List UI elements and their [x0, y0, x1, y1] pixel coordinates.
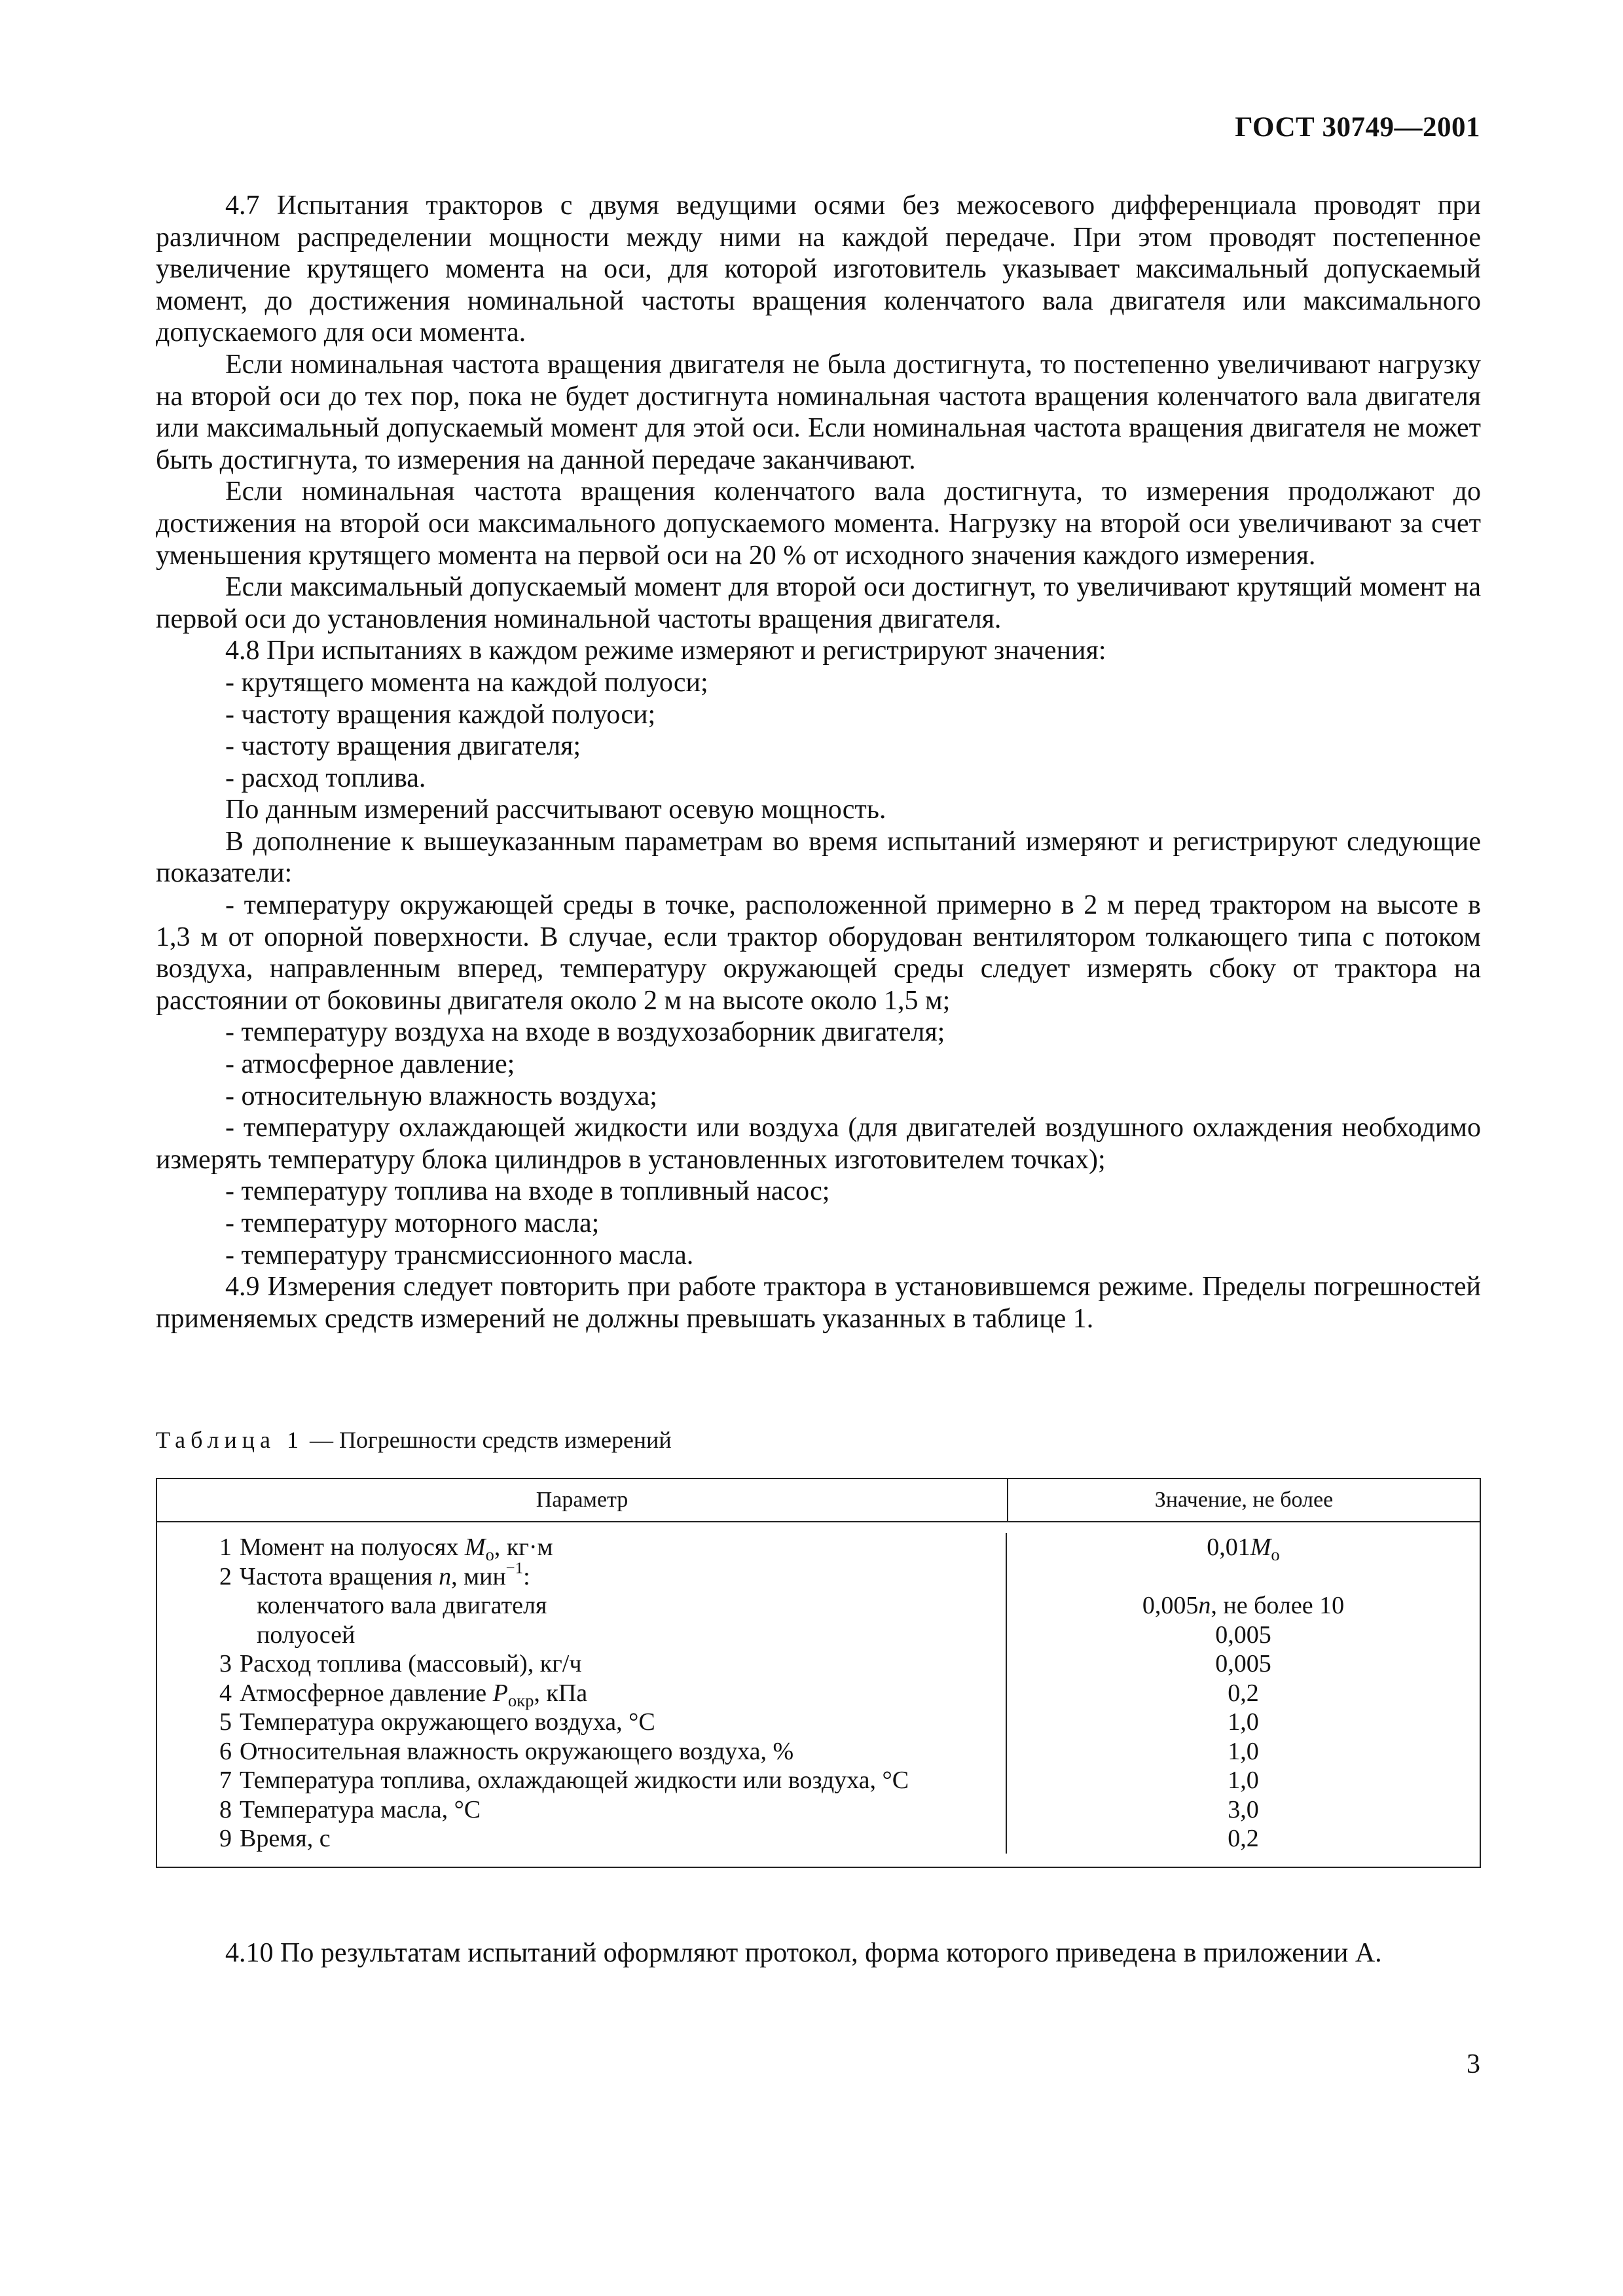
paragraph: Если номинальная частота вращения двигателя не была достигнута, то постепенно увеличивают нагрузку на второй оси до тех пор, пока не будет достигнута номинальная частота вращения коленчатого вала двигателя или максимальный допускаемый момент для этой оси. Если номинальная частота вращения двигателя не может быть достигнута, то измерения на данной передаче заканчивают. — [156, 349, 1481, 475]
list-item: - расход топлива. — [225, 762, 426, 793]
list-item: - крутящего момента на каждой полуоси; — [225, 667, 708, 698]
body-text — [156, 190, 1481, 1335]
table-value-air-temp: 1,0 — [1228, 1708, 1259, 1736]
value: 0,005 — [1142, 1592, 1199, 1619]
paragraph: Если максимальный допускаемый момент для второй оси достигнут, то увеличивают крутящий момент на первой оси до установления номинальной частоты вращения двигателя. — [156, 572, 1481, 634]
table-value-moment — [1007, 1533, 1480, 1562]
row-text: Атмосферное давление — [240, 1679, 493, 1707]
list-item: - относительную влажность воздуха; — [225, 1081, 657, 1111]
list-item: - температуру охлаждающей жидкости или воздуха (для двигателей воздушного охлаждения необходимо измерять температуру блока цилиндров в установленных изготовителем точках); — [156, 1113, 1481, 1175]
table-row-moment — [157, 1533, 1006, 1562]
parameter-column — [157, 1533, 1007, 1854]
list-item: - частоту вращения каждой полуоси; — [225, 699, 656, 730]
row-number: 1 — [219, 1534, 232, 1561]
table-row-humidity — [157, 1737, 1006, 1767]
row-number: 4 — [219, 1679, 232, 1707]
error-limits-table — [156, 1478, 1481, 1868]
row-tail: : — [523, 1562, 530, 1590]
row-text: Частота вращения — [240, 1562, 439, 1590]
column-header-parameter: Параметр — [157, 1479, 1008, 1521]
table-row-fuel — [157, 1649, 1006, 1679]
row-text: Температура окружающего воздуха, °С — [240, 1708, 655, 1736]
table-row-half-axles — [157, 1621, 1006, 1650]
table-row-time — [157, 1824, 1006, 1854]
table-body — [157, 1522, 1480, 1867]
document-code: ГОСТ 30749—2001 — [1235, 112, 1480, 143]
row-text: коленчатого вала двигателя — [257, 1592, 547, 1619]
table-caption — [156, 1426, 672, 1454]
table-value-humidity: 1,0 — [1228, 1737, 1259, 1765]
table-header — [157, 1479, 1480, 1522]
symbol: P — [492, 1679, 508, 1707]
table-value-half-axles: 0,005 — [1215, 1621, 1271, 1649]
row-text: Температура масла, °С — [240, 1795, 481, 1823]
row-number: 7 — [219, 1767, 232, 1794]
table-row-oil-temp — [157, 1795, 1006, 1825]
table-row-crankshaft — [157, 1591, 1006, 1621]
paragraph-4-9: 4.9 Измерения следует повторить при работе трактора в установившемся режиме. Пределы погрешностей применяемых средств измерений не должны превышать указанных в таблице 1. — [156, 1272, 1481, 1334]
row-number: 5 — [219, 1708, 232, 1736]
row-text: полуосей — [257, 1621, 356, 1649]
paragraph: Если номинальная частота вращения коленчатого вала достигнута, то измерения продолжают до достижения на второй оси максимального допускаемого момента. Нагрузку на второй оси увеличивают за счет уменьшения крутящего момента на первой оси на 20 % от исходного значения каждого измерения. — [156, 476, 1481, 571]
unit: , кг·м — [494, 1534, 553, 1561]
table-value-empty — [1007, 1562, 1480, 1592]
list-item: - температуру топлива на входе в топливный насос; — [225, 1176, 830, 1207]
list-item: - атмосферное давление; — [225, 1049, 515, 1080]
value-tail: , не более 10 — [1211, 1592, 1345, 1619]
paragraph: По данным измерений рассчитывают осевую мощность. — [225, 795, 886, 825]
list-item: - температуру трансмиссионного масла. — [225, 1240, 694, 1270]
unit: , кПа — [534, 1679, 588, 1707]
table-caption-label: Таблица 1 — [156, 1427, 304, 1453]
table-row-fluid-temp — [157, 1766, 1006, 1795]
list-item: - температуру воздуха на входе в воздухозаборник двигателя; — [225, 1017, 945, 1048]
list-item: - температуру окружающей среды в точке, расположенной примерно в 2 м перед трактором на высоте в 1,3 м от опорной поверхности. В случае, если трактор оборудован вентилятором толкающего типа с потоком воздуха, направленным вперед, температуру окружающей среды следует измерять сбоку от трактора на расстоянии от боковины двигателя около 2 м на высоте около 1,5 м; — [156, 890, 1481, 1016]
list-item: - частоту вращения двигателя; — [225, 731, 581, 762]
symbol: n — [439, 1562, 452, 1590]
row-text: Момент на полуосях — [240, 1534, 465, 1561]
subscript: о — [1271, 1544, 1280, 1564]
list-item: - температуру моторного масла; — [225, 1208, 600, 1238]
column-header-value: Значение, не более — [1154, 1488, 1334, 1512]
row-number: 2 — [219, 1562, 232, 1590]
row-text: Относительная влажность окружающего воздуха, % — [240, 1737, 794, 1765]
row-number: 8 — [219, 1795, 232, 1823]
table-value-oil-temp: 3,0 — [1228, 1795, 1259, 1823]
table-value-pressure: 0,2 — [1228, 1679, 1259, 1707]
table-row-rotation — [157, 1559, 1006, 1592]
paragraph-4-7: 4.7 Испытания тракторов с двумя ведущими осями без межосевого дифференциала проводят при различном распределении мощности между ними на каждой передаче. При этом проводят постепенное увеличение крутящего момента на оси, для которой изготовитель указывает максимальный допускаемый момент, до достижения номинальной частоты вращения коленчатого вала двигателя или максимального допускаемого для оси момента. — [156, 190, 1481, 348]
symbol: M — [464, 1534, 486, 1561]
page-number: 3 — [1467, 2049, 1480, 2079]
value-column — [1007, 1533, 1480, 1854]
subscript: о — [485, 1544, 494, 1564]
row-number: 9 — [219, 1825, 232, 1852]
row-number: 3 — [219, 1650, 232, 1677]
unit: , мин — [451, 1562, 506, 1590]
subscript: окр — [507, 1690, 534, 1710]
table-row-air-temp — [157, 1708, 1006, 1737]
row-text: Время, с — [240, 1825, 331, 1852]
symbol: n — [1198, 1592, 1211, 1619]
table-row-pressure — [157, 1679, 1006, 1708]
table-value-fuel: 0,005 — [1215, 1650, 1271, 1677]
paragraph-4-10: 4.10 По результатам испытаний оформляют протокол, форма которого приведена в приложении А. — [225, 1938, 1382, 1968]
paragraph: В дополнение к вышеуказанным параметрам во время испытаний измеряют и регистрируют следующие показатели: — [156, 826, 1481, 889]
table-caption-text: — Погрешности средств измерений — [303, 1427, 672, 1453]
table-value-crankshaft — [1007, 1591, 1480, 1621]
row-number: 6 — [219, 1737, 232, 1765]
row-text: Температура топлива, охлаждающей жидкости или воздуха, °С — [240, 1767, 909, 1794]
value: 0,01 — [1207, 1534, 1250, 1561]
row-text: Расход топлива (массовый), кг/ч — [240, 1650, 582, 1677]
table-value-fluid-temp: 1,0 — [1228, 1767, 1259, 1794]
table-value-time: 0,2 — [1228, 1825, 1259, 1852]
paragraph-4-8: 4.8 При испытаниях в каждом режиме измеряют и регистрируют значения: — [225, 636, 1106, 666]
superscript: −1 — [505, 1559, 524, 1577]
symbol: M — [1250, 1534, 1271, 1561]
